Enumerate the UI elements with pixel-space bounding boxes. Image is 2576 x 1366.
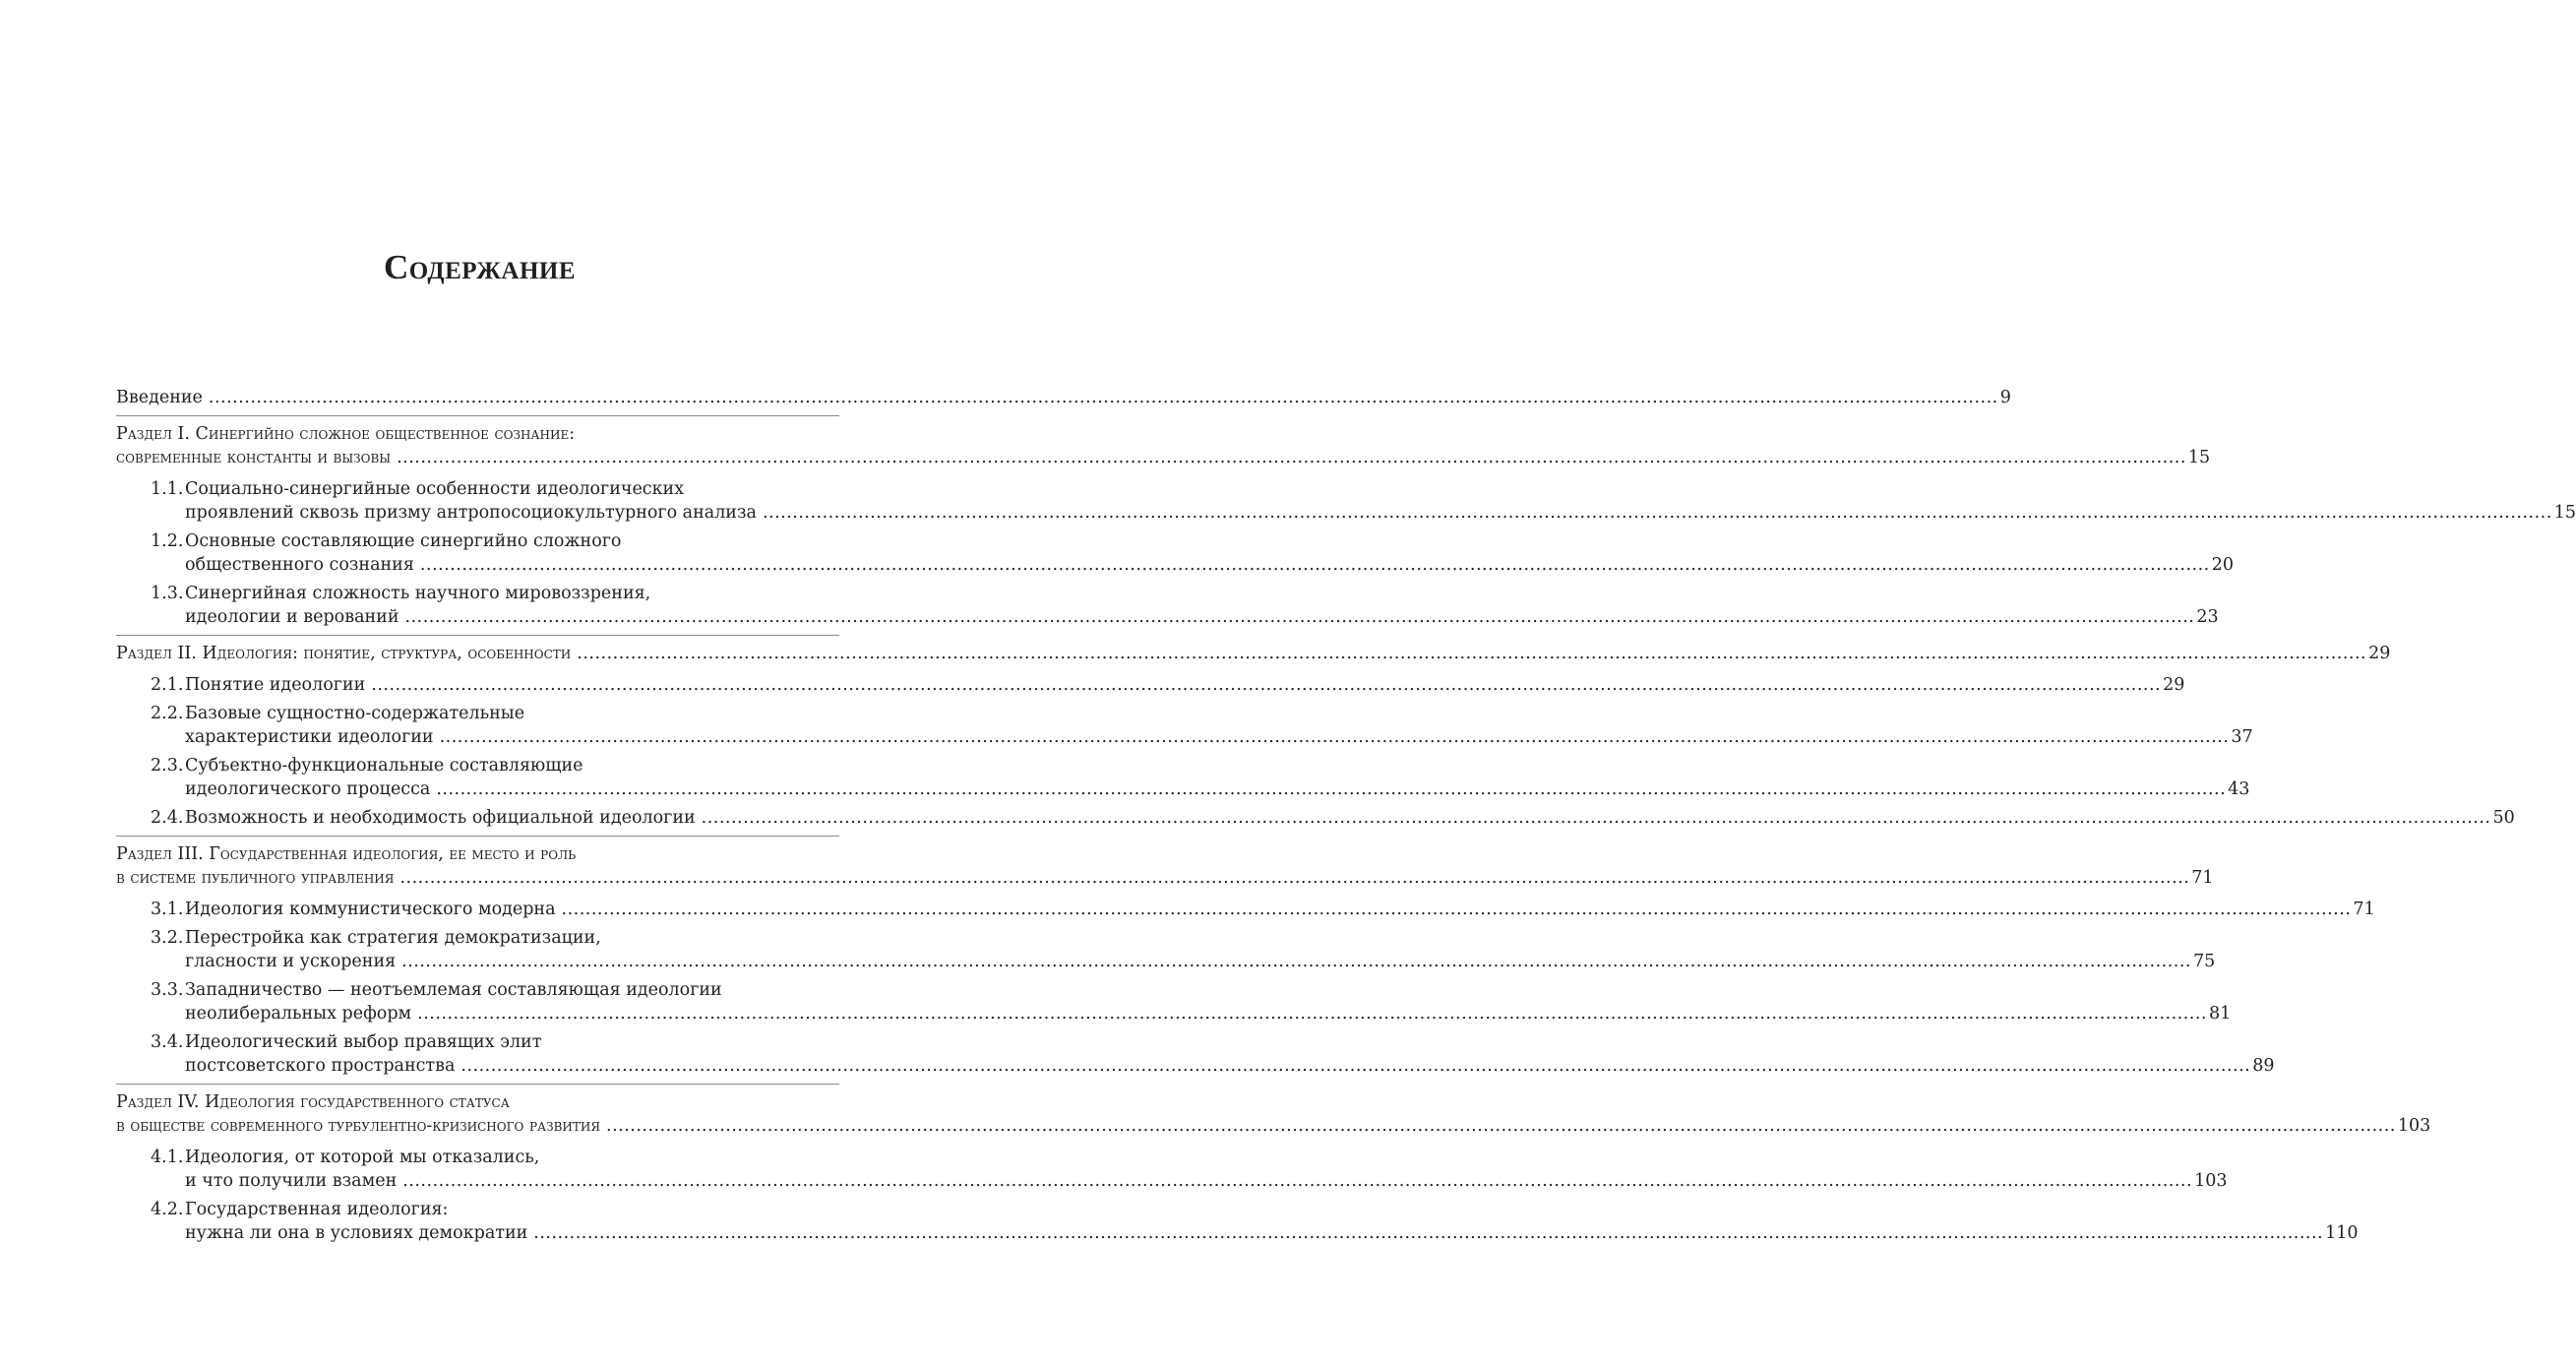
dot-leader: ............................................................................................................................................................................................................................................................................................................	[371, 675, 2162, 695]
toc-entry-title-line-2: постсоветского пространства	[185, 1056, 456, 1076]
toc-entry-3-1[interactable]	[116, 898, 2375, 921]
toc-entry-1-1[interactable]	[116, 477, 2576, 525]
dot-leader: ............................................................................................................................................................................................................................................................................................................	[399, 868, 2190, 888]
toc-page-number: 110	[2325, 1223, 2359, 1243]
toc-entry-number: 3.2.	[151, 928, 184, 948]
toc-entry-title-line-2: идеологии и верований	[185, 607, 399, 627]
toc-entry-2-2[interactable]	[116, 702, 2253, 749]
toc-entry-title-line-2: в системе публичного управления	[116, 868, 395, 888]
toc-entry-title-line-1: Государственная идеология:	[185, 1200, 449, 1219]
toc-entry-number: 3.1.	[151, 900, 184, 919]
toc-entry-title: Раздел II. Идеология: понятие, структура, особенности	[116, 644, 572, 663]
toc-entry-section-2[interactable]	[116, 635, 2391, 665]
toc-page-number: 103	[2194, 1171, 2228, 1191]
toc-entry-number: 2.3.	[151, 756, 184, 776]
toc-entry-title-line-2: современные константы и вызовы	[116, 448, 392, 467]
toc-entry-2-3[interactable]	[116, 754, 2250, 801]
toc-entry-title-line-1: Западничество — неотъемлемая составляющая идеологии	[185, 980, 722, 1000]
toc-entry-4-2[interactable]	[116, 1198, 2359, 1245]
toc-page-number: 75	[2192, 952, 2216, 971]
toc-page-number: 71	[2353, 900, 2375, 919]
toc-entry-number: 1.2.	[151, 531, 184, 551]
dot-leader: ............................................................................................................................................................................................................................................................................................................	[404, 607, 2195, 627]
dot-leader: ............................................................................................................................................................................................................................................................................................................	[577, 644, 2367, 663]
page-title: Содержание	[383, 248, 577, 286]
dot-leader: ............................................................................................................................................................................................................................................................................................................	[561, 900, 2352, 919]
toc-page-number: 50	[2492, 808, 2515, 828]
dot-leader: ............................................................................................................................................................................................................................................................................................................	[701, 808, 2491, 828]
toc-entry-title-line-1: Синергийная сложность научного мировоззрения,	[185, 584, 651, 603]
toc-entry-title-line-1: Субъектно-функциональные составляющие	[185, 756, 583, 776]
dot-leader: ............................................................................................................................................................................................................................................................................................................	[460, 1056, 2251, 1076]
toc-page-number: 103	[2397, 1116, 2431, 1136]
toc-entry-number: 2.4.	[151, 808, 184, 828]
dot-leader: ............................................................................................................................................................................................................................................................................................................	[606, 1116, 2396, 1136]
dot-leader: ............................................................................................................................................................................................................................................................................................................	[419, 555, 2210, 575]
toc-entry-number: 3.3.	[151, 980, 184, 1000]
toc-entry-title-line-1: Раздел I. Синергийно сложное общественное сознание:	[116, 424, 576, 444]
toc-page-number: 29	[2163, 675, 2185, 695]
toc-entry-title-line-2: гласности и ускорения	[185, 952, 397, 971]
toc-entry-title-line-2: и что получили взамен	[185, 1171, 398, 1191]
toc-entry-intro[interactable]	[116, 386, 2011, 409]
toc-entry-1-3[interactable]	[116, 582, 2219, 629]
toc-page-number: 89	[2252, 1056, 2275, 1076]
toc-entry-title-line-1: Базовые сущностно-содержательные	[185, 704, 525, 723]
toc-entry-title-line-2: характеристики идеологии	[185, 727, 434, 747]
toc-entry-number: 4.1.	[151, 1148, 184, 1167]
toc-entry-number: 2.1.	[151, 675, 184, 695]
toc-entry-title-line-2: идеологического процесса	[185, 779, 431, 799]
toc-entry-title-line-1: Основные составляющие синергийно сложного	[185, 531, 622, 551]
dot-leader: ............................................................................................................................................................................................................................................................................................................	[402, 1171, 2193, 1191]
table-of-contents	[116, 386, 2576, 1245]
dot-leader: ............................................................................................................................................................................................................................................................................................................	[208, 388, 1998, 407]
toc-entry-title-line-2: неолиберальных реформ	[185, 1004, 412, 1024]
toc-page-number: 43	[2228, 779, 2250, 799]
toc-entry-4-1[interactable]	[116, 1146, 2228, 1193]
dot-leader: ............................................................................................................................................................................................................................................................................................................	[762, 503, 2552, 523]
toc-entry-3-2[interactable]	[116, 926, 2216, 973]
toc-entry-1-2[interactable]	[116, 529, 2234, 577]
toc-page-number: 9	[1999, 388, 2011, 407]
toc-entry-title-line-1: Раздел IV. Идеология государственного статуса	[116, 1092, 510, 1112]
toc-entry-title-line-1: Идеология, от которой мы отказались,	[185, 1148, 540, 1167]
toc-entry-title-line-1: Социально-синергийные особенности идеологических	[185, 479, 685, 499]
toc-entry-title-line-1: Идеологический выбор правящих элит	[185, 1032, 542, 1052]
toc-entry-section-1[interactable]	[116, 415, 2211, 469]
dot-leader: ............................................................................................................................................................................................................................................................................................................	[439, 727, 2230, 747]
toc-entry-title-line-1: Перестройка как стратегия демократизации,	[185, 928, 601, 948]
toc-page-number: 23	[2196, 607, 2219, 627]
toc-entry-title-line-2: нужна ли она в условиях демократии	[185, 1223, 528, 1243]
dot-leader: ............................................................................................................................................................................................................................................................................................................	[533, 1223, 2324, 1243]
toc-entry-title-line-2: проявлений сквозь призму антропосоциокультурного анализа	[185, 503, 757, 523]
toc-entry-number: 2.2.	[151, 704, 184, 723]
toc-page-number: 71	[2191, 868, 2214, 888]
toc-entry-title: Идеология коммунистического модерна	[185, 900, 556, 919]
toc-entry-3-3[interactable]	[116, 978, 2232, 1025]
toc-page-number: 15	[2187, 448, 2211, 467]
toc-entry-number: 1.3.	[151, 584, 184, 603]
toc-page-number: 37	[2231, 727, 2253, 747]
toc-entry-section-4[interactable]	[116, 1084, 2431, 1138]
toc-entry-number: 1.1.	[151, 479, 184, 499]
toc-entry-2-4[interactable]	[116, 806, 2515, 830]
toc-entry-title: Введение	[116, 388, 203, 407]
toc-entry-2-1[interactable]	[116, 673, 2185, 697]
toc-page-number: 20	[2211, 555, 2234, 575]
dot-leader: ............................................................................................................................................................................................................................................................................................................	[417, 1004, 2207, 1024]
toc-entry-number: 4.2.	[151, 1200, 184, 1219]
toc-entry-title-line-2: в обществе современного турбулентно-кризисного развития	[116, 1116, 601, 1136]
dot-leader: ............................................................................................................................................................................................................................................................................................................	[397, 448, 2186, 467]
toc-entry-section-3[interactable]	[116, 836, 2214, 890]
toc-page-number: 81	[2208, 1004, 2232, 1024]
dot-leader: ............................................................................................................................................................................................................................................................................................................	[401, 952, 2191, 971]
toc-entry-number: 3.4.	[151, 1032, 184, 1052]
toc-entry-title: Понятие идеологии	[185, 675, 366, 695]
dot-leader: ............................................................................................................................................................................................................................................................................................................	[436, 779, 2227, 799]
toc-entry-title-line-1: Раздел III. Государственная идеология, ее место и роль	[116, 844, 577, 864]
toc-entry-title-line-2: общественного сознания	[185, 555, 414, 575]
toc-entry-3-4[interactable]	[116, 1030, 2275, 1078]
toc-entry-title: Возможность и необходимость официальной идеологии	[185, 808, 696, 828]
toc-page-number: 15	[2553, 503, 2576, 523]
toc-page-number: 29	[2368, 644, 2391, 663]
